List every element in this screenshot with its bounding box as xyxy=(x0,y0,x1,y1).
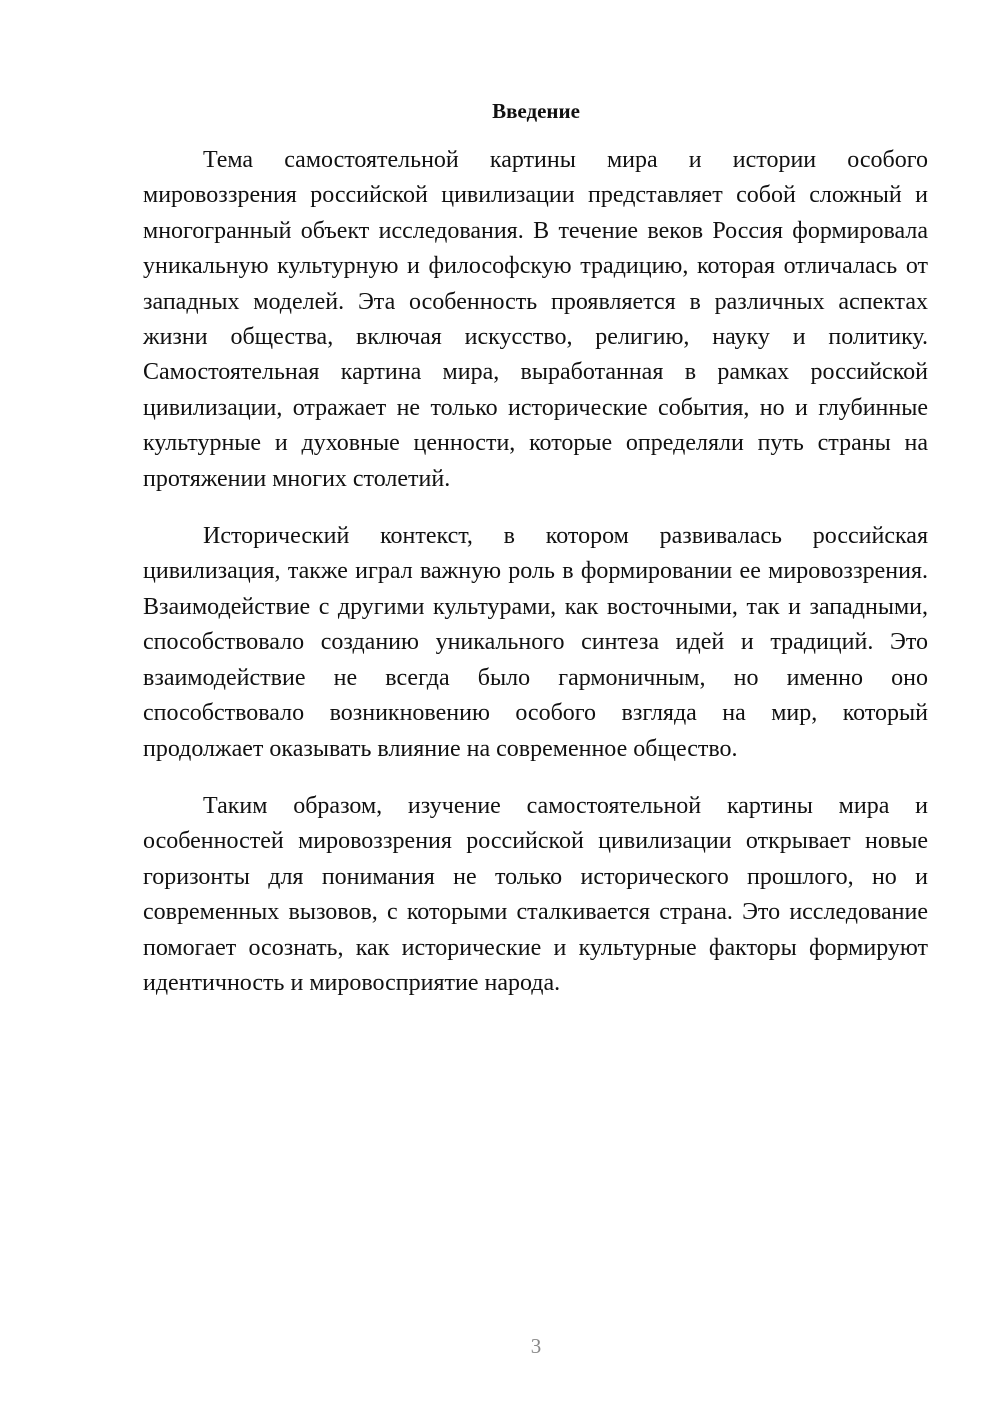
paragraph-2: Исторический контекст, в котором развивалась российская цивилизация, также играл важную роль в формировании ее мировоззрения. Взаимодействие с другими культурами, как восточными, так и западными, способствовало созданию уникального синтеза идей и традиций. Это взаимодействие не всегда было гармоничным, но именно оно способствовало возникновению особого взгляда на мир, который продолжает оказывать влияние на современное общество. xyxy=(143,523,928,762)
paragraph-3: Таким образом, изучение самостоятельной картины мира и особенностей мировоззрения российской цивилизации открывает новые горизонты для понимания не только исторического прошлого, но и современных вызовов, с которыми сталкивается страна. Это исследование помогает осознать, как исторические и культурные факторы формируют идентичность и мировосприятие народа. xyxy=(143,792,928,996)
document-body xyxy=(143,143,928,1023)
page-number: 3 xyxy=(530,1334,542,1358)
page-title: Введение xyxy=(492,99,580,123)
paragraph-1: Тема самостоятельной картины мира и истории особого мировоззрения российской цивилизации представляет собой сложный и многогранный объект исследования. В течение веков Россия формировала уникальную культурную и философскую традицию, которая отличалась от западных моделей. Эта особенность проявляется в различных аспектах жизни общества, включая искусство, религию, науку и политику. Самостоятельная картина мира, выработанная в рамках российской цивилизации, отражает не только исторические события, но и глубинные культурные и духовные ценности, которые определяли путь страны на протяжении многих столетий. xyxy=(143,147,928,492)
